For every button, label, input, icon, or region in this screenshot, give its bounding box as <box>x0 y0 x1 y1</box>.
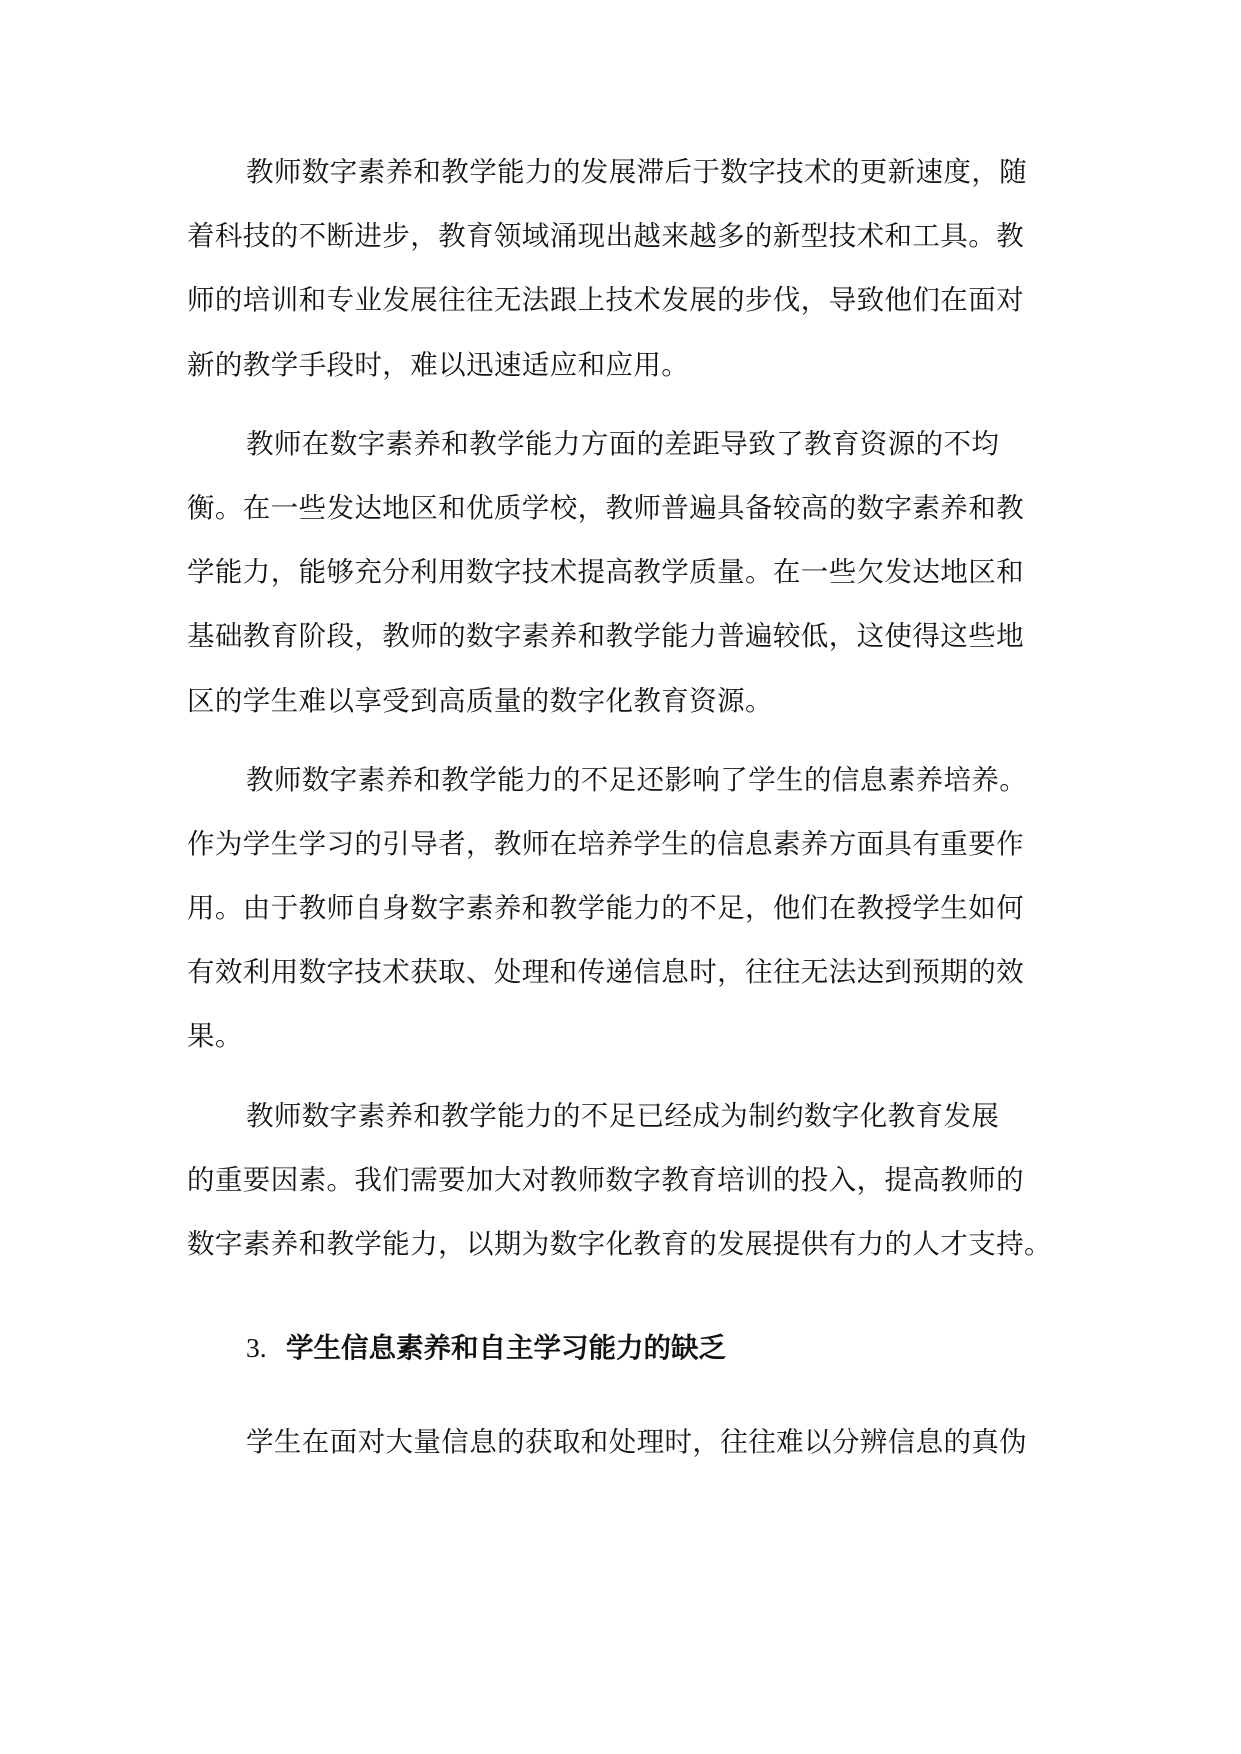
paragraph-4 <box>187 1084 1053 1277</box>
paragraph-2 <box>187 412 1053 733</box>
section-heading <box>187 1316 1053 1380</box>
paragraph-line: 果。 <box>187 1020 243 1053</box>
paragraph-line: 作为学生学习的引导者，教师在培养学生的信息素养方面具有重要作 <box>187 827 1024 860</box>
paragraph-3 <box>187 748 1053 1069</box>
paragraph-line: 用。由于教师自身数字素养和教学能力的不足，他们在教授学生如何 <box>187 892 1024 925</box>
paragraph-line: 的重要因素。我们需要加大对教师数字教育培训的投入，提高教师的 <box>187 1163 1024 1196</box>
paragraph-line: 区的学生难以享受到高质量的数字化教育资源。 <box>187 684 773 717</box>
paragraph-line: 教师在数字素养和教学能力方面的差距导致了教育资源的不均 <box>246 427 1000 460</box>
paragraph-line: 数字素养和教学能力，以期为数字化教育的发展提供有力的人才支持。 <box>187 1228 1052 1260</box>
paragraph-line: 教师数字素养和教学能力的发展滞后于数字技术的更新速度，随 <box>246 156 1028 188</box>
paragraph-1 <box>187 140 1053 397</box>
paragraph-5 <box>187 1410 1053 1474</box>
section-title: 学生信息素养和自主学习能力的缺乏 <box>286 1332 726 1365</box>
paragraph-line: 新的教学手段时，难以迅速适应和应用。 <box>187 348 690 381</box>
paragraph-line: 基础教育阶段，教师的数字素养和教学能力普遍较低，这使得这些地 <box>187 620 1024 653</box>
paragraph-line: 学能力，能够充分利用数字技术提高教学质量。在一些欠发达地区和 <box>187 556 1024 589</box>
paragraph-line: 着科技的不断进步，教育领域涌现出越来越多的新型技术和工具。教 <box>187 220 1024 253</box>
paragraph-line: 教师数字素养和教学能力的不足还影响了学生的信息素养培养。 <box>246 763 1028 796</box>
paragraph-line: 师的培训和专业发展往往无法跟上技术发展的步伐，导致他们在面对 <box>187 284 1024 317</box>
paragraph-line: 教师数字素养和教学能力的不足已经成为制约数字化教育发展 <box>246 1099 1000 1132</box>
paragraph-line: 衡。在一些发达地区和优质学校，教师普遍具备较高的数字素养和教 <box>187 491 1024 524</box>
paragraph-line: 学生在面对大量信息的获取和处理时，往往难以分辨信息的真伪 <box>246 1426 1028 1459</box>
section-number: 3. <box>246 1332 267 1364</box>
paragraph-line: 有效利用数字技术获取、处理和传递信息时，往往无法达到预期的效 <box>187 956 1024 989</box>
document-body <box>187 140 1053 1489</box>
